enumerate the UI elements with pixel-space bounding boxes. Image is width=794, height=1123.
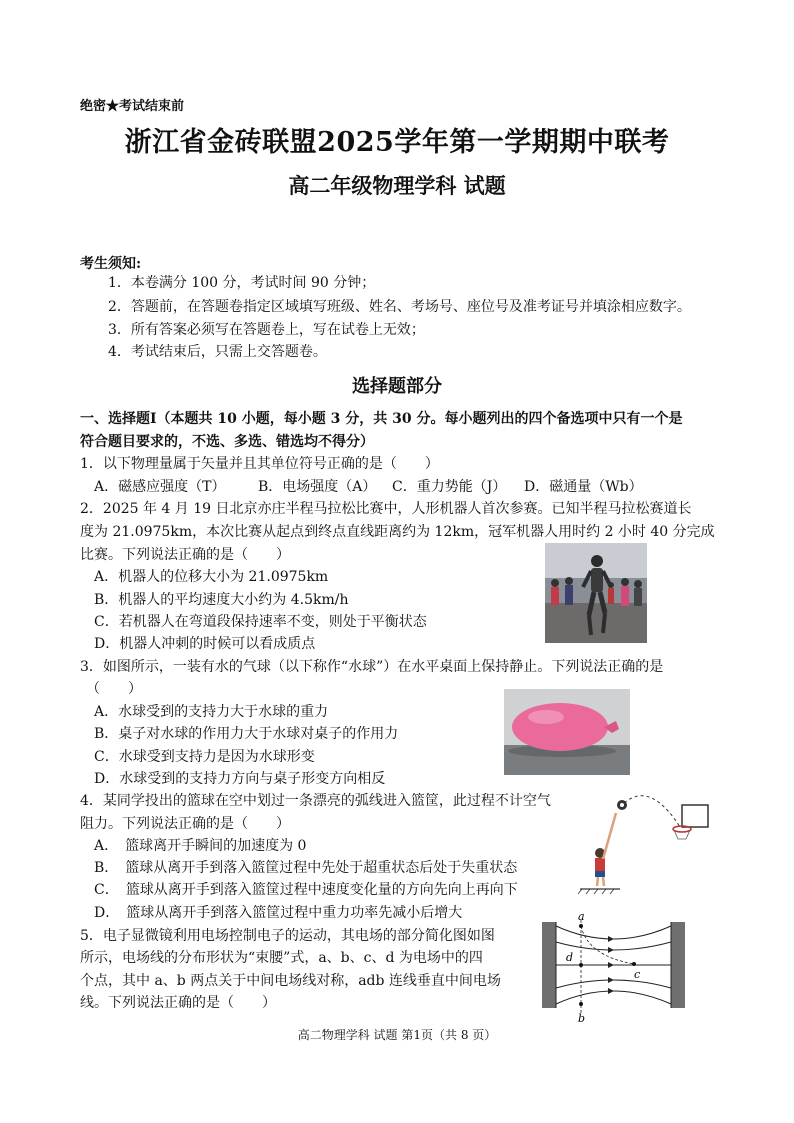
notice-heading: 考生须知: (80, 256, 142, 272)
water-balloon-photo (504, 689, 630, 775)
question-5-line: 5．电子显微镜利用电场控制电子的运动，其电场的部分简化图如图 (80, 928, 495, 944)
q3-option-b: B．桌子对水球的作用力大于水球对桌子的作用力 (94, 726, 399, 742)
q3-option-d: D．水球受到的支持力方向与桌子形变方向相反 (94, 771, 386, 787)
question-3-line: 3．如图所示，一装有水的气球（以下称作“水球”）在水平桌面上保持静止。下列说法正确的是 (80, 659, 664, 675)
point-label-a: a (578, 910, 585, 923)
point-label-b: b (578, 1012, 586, 1024)
q1-option-d: D．磁通量（Wb） (524, 479, 643, 495)
q4-option-d: D． 篮球从离开手到落入篮筐过程中重力功率先减小后增大 (94, 905, 463, 921)
question-2-line: 比赛。下列说法正确的是（ ） (80, 547, 290, 563)
question-5-line: 个点，其中 a、b 两点关于中间电场线对称，adb 连线垂直中间电场 (80, 973, 501, 989)
page-footer: 高二物理学科 试题 第1页（共 8 页） (297, 1028, 497, 1042)
question-1-stem: 1．以下物理量属于矢量并且其单位符号正确的是（ ） (80, 456, 439, 472)
q3-option-a: A．水球受到的支持力大于水球的重力 (94, 704, 329, 720)
q2-option-b: B．机器人的平均速度大小约为 4.5km/h (94, 592, 349, 608)
question-4-line: 4．某同学投出的篮球在空中划过一条漂亮的弧线进入篮筐，此过程不计空气 (80, 793, 551, 809)
q1-option-b: B．电场强度（A） (258, 479, 377, 495)
q4-option-b: B． 篮球从离开手到落入篮筐过程中先处于超重状态后处于失重状态 (94, 860, 518, 876)
point-label-d: d (566, 951, 574, 964)
part-instructions-line: 符合题目要求的，不选、多选、错选均不得分） (80, 434, 374, 450)
q4-option-c: C． 篮球从离开手到落入篮筐过程中速度变化量的方向先向上再向下 (94, 882, 518, 898)
part-instructions-line: 一、选择题Ⅰ（本题共 10 小题，每小题 3 分，共 30 分。每小题列出的四个备选项中只有一个是 (80, 411, 683, 427)
question-4-line: 阻力。下列说法正确的是（ ） (80, 816, 290, 832)
notice-item: 2．答题前，在答题卷指定区域填写班级、姓名、考场号、座位号及准考证号并填涂相应数字。 (108, 299, 691, 315)
question-2-line: 2．2025 年 4 月 19 日北京亦庄半程马拉松比赛中，人形机器人首次参赛。已知半程马拉松赛道长 (80, 501, 692, 517)
q1-option-c: C．重力势能（J） (392, 479, 507, 495)
q4-option-a: A． 篮球离开手瞬间的加速度为 0 (94, 838, 307, 854)
q1-option-a: A．磁感应强度（T） (94, 479, 226, 495)
question-3-line: （ ） (86, 681, 142, 697)
exam-subtitle: 高二年级物理学科 试题 (288, 173, 506, 198)
notice-item: 3．所有答案必须写在答题卷上，写在试卷上无效； (108, 322, 425, 338)
question-2-line: 度为 21.0975km，本次比赛从起点到终点直线距离约为 12km，冠军机器人用时约 2 小时 40 分完成 (80, 524, 715, 540)
robot-marathon-photo (545, 543, 647, 643)
question-5-line: 所示，电场线的分布形状为“束腰”式，a、b、c、d 为电场中的四 (80, 950, 483, 966)
q2-option-a: A．机器人的位移大小为 21.0975km (94, 569, 329, 585)
basketball-trajectory-figure (578, 785, 718, 895)
q2-option-d: D．机器人冲刺的时候可以看成质点 (94, 636, 316, 652)
exam-title: 浙江省金砖联盟2025学年第一学期期中联考 (124, 127, 670, 158)
section-title: 选择题部分 (352, 376, 442, 397)
notice-item: 4．考试结束后，只需上交答题卷。 (108, 344, 327, 360)
question-5-line: 线。下列说法正确的是（ ） (80, 995, 276, 1011)
notice-item: 1．本卷满分 100 分，考试时间 90 分钟； (108, 275, 376, 291)
electric-field-diagram (538, 906, 688, 1024)
confidential-label: 绝密★考试结束前 (80, 99, 185, 114)
q3-option-c: C．水球受到支持力是因为水球形变 (94, 749, 315, 765)
q2-option-c: C．若机器人在弯道段保持速率不变，则处于平衡状态 (94, 614, 427, 630)
point-label-c: c (634, 968, 641, 981)
